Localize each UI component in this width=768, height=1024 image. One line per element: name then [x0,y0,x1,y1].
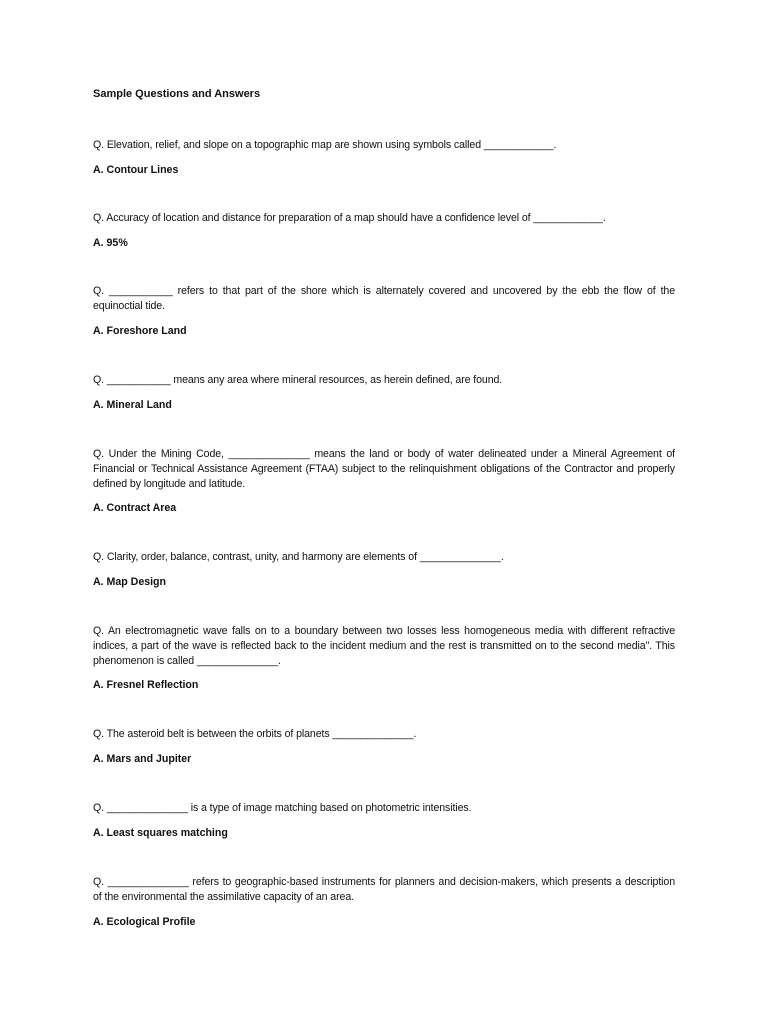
question-text: Q. Accuracy of location and distance for preparation of a map should have a confidence level of ____________. [93,212,606,224]
question-text: Q. ______________ refers to geographic-based instruments for planners and decision-makers, which presents a description of the environmental the assimilative capacity of an area. [93,876,675,903]
answer-text: A. Least squares matching [93,826,228,839]
answer-text: A. Contour Lines [93,163,179,176]
answer-text: A. Contract Area [93,502,177,515]
qa-item-8 [93,727,675,767]
answer-text: A. Foreshore Land [93,324,187,337]
document-page [93,0,675,1024]
qa-item-5 [93,447,675,516]
question-text: Q. Clarity, order, balance, contrast, unity, and harmony are elements of ______________. [93,551,504,563]
answer-text: A. Map Design [93,575,166,588]
qa-item-4 [93,373,675,413]
question-text: Q. ___________ refers to that part of the shore which is alternately covered and uncovered by the ebb the flow of the equinoctial tide. [93,285,675,312]
qa-item-2 [93,211,675,251]
answer-text: A. Fresnel Reflection [93,679,199,692]
qa-item-10 [93,875,675,929]
question-text: Q. Elevation, relief, and slope on a topographic map are shown using symbols called ____________. [93,139,557,151]
qa-item-7 [93,624,675,693]
qa-item-9 [93,801,675,841]
answer-text: A. Ecological Profile [93,915,196,928]
answer-text: A. Mars and Jupiter [93,752,192,765]
question-text: Q. Under the Mining Code, ______________ means the land or body of water delineated under a Mineral Agreement of Financial or Technical Assistance Agreement (FTAA) subject to the relinquishment obligations of the Contractor and properly defined by longitude and latitude. [93,448,675,490]
qa-item-1 [93,138,675,178]
question-text: Q. An electromagnetic wave falls on to a boundary between two losses less homogeneous media with different refractive indices, a part of the wave is reflected back to the incident medium and the rest is transmitted on to the second media". This phenomenon is called ______________. [93,625,675,667]
document-title: Sample Questions and Answers [93,88,261,100]
question-text: Q. ___________ means any area where mineral resources, as herein defined, are found. [93,374,503,386]
qa-item-6 [93,550,675,590]
qa-item-3 [93,284,675,338]
answer-text: A. Mineral Land [93,398,172,411]
answer-text: A. 95% [93,236,128,249]
question-text: Q. The asteroid belt is between the orbits of planets ______________. [93,728,417,740]
question-text: Q. ______________ is a type of image matching based on photometric intensities. [93,802,472,814]
